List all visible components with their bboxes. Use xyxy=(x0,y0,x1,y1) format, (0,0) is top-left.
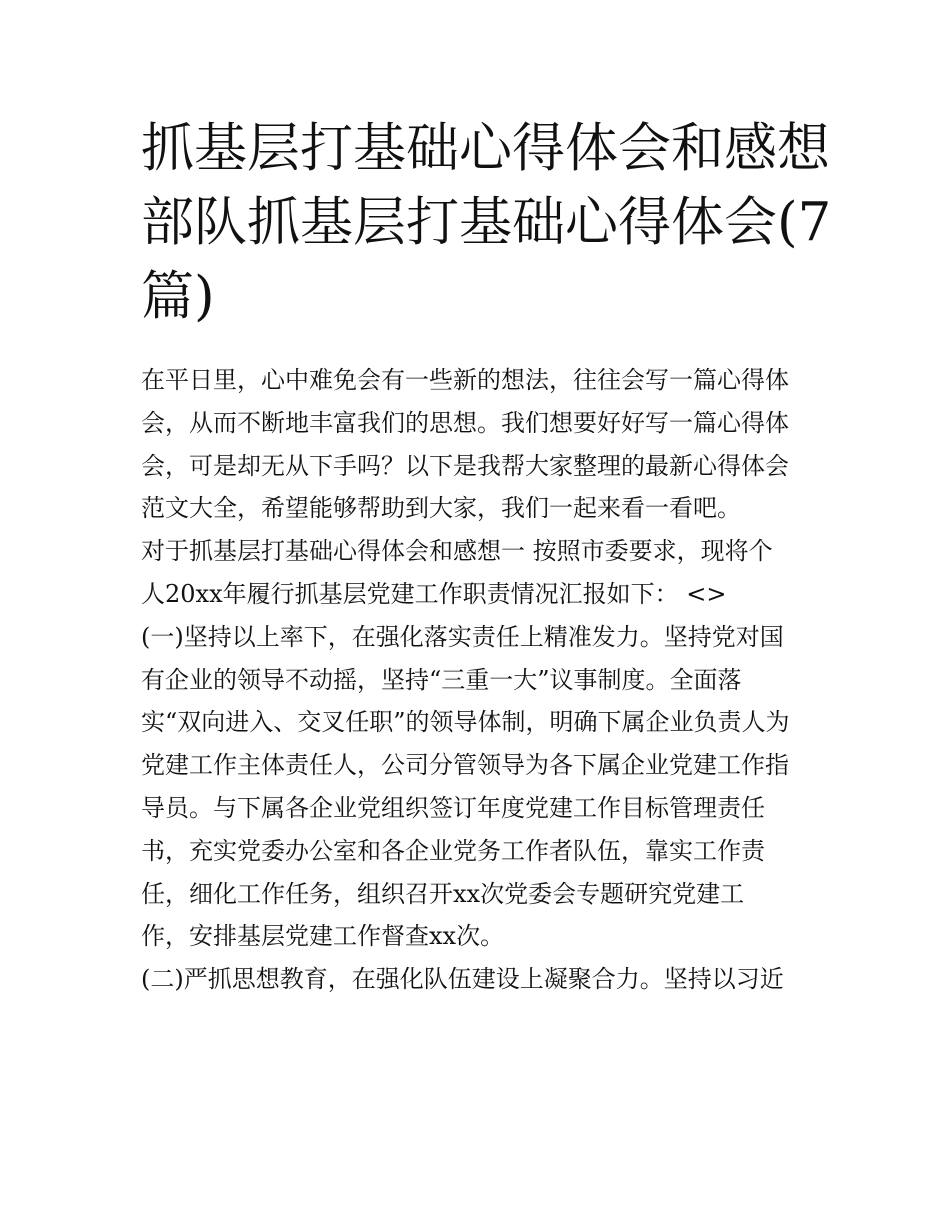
body-line: 在平日里，心中难免会有一些新的想法，往往会写一篇心得体 xyxy=(141,366,789,394)
body-line: 会，可是却无从下手吗？以下是我帮大家整理的最新心得体会 xyxy=(141,451,789,480)
body-line: 书，充实党委办公室和各企业党务工作者队伍，靠实工作责 xyxy=(141,836,765,865)
body-line: 有企业的领导不动摇，坚持“三重一大”议事制度。全面落 xyxy=(141,665,742,694)
body-line: 实“双向进入、交叉任职”的领导体制，明确下属企业负责人为 xyxy=(141,708,790,737)
body-line: (一)坚持以上率下，在强化落实责任上精准发力。坚持党对国 xyxy=(141,622,784,651)
body-line: 对于抓基层打基础心得体会和感想一 按照市委要求，现将个 xyxy=(141,537,773,566)
body-line: 作，安排基层党建工作督查xx次。 xyxy=(141,922,505,951)
body-line: 导员。与下属各企业党组织签订年度党建工作目标管理责任 xyxy=(141,793,765,822)
body-line: 范文大全，希望能够帮助到大家，我们一起来看一看吧。 xyxy=(141,494,741,523)
body-line: 任，细化工作任务，组织召开xx次党委会专题研究党建工 xyxy=(141,879,745,908)
body-line: (二)严抓思想教育，在强化队伍建设上凝聚合力。坚持以习近 xyxy=(141,965,784,994)
title-line: 抓基层打基础心得体会和感想 xyxy=(141,118,830,179)
body-line: 会，从而不断地丰富我们的思想。我们想要好好写一篇心得体 xyxy=(141,408,789,437)
title-line: 部队抓基层打基础心得体会(7 xyxy=(141,192,832,253)
document-title xyxy=(141,112,832,334)
body-line: 人20xx年履行抓基层党建工作职责情况汇报如下： <> xyxy=(141,579,727,608)
title-line: 篇) xyxy=(141,266,215,327)
body-line: 党建工作主体责任人，公司分管领导为各下属企业党建工作指 xyxy=(141,751,789,780)
document-body xyxy=(141,359,821,1001)
